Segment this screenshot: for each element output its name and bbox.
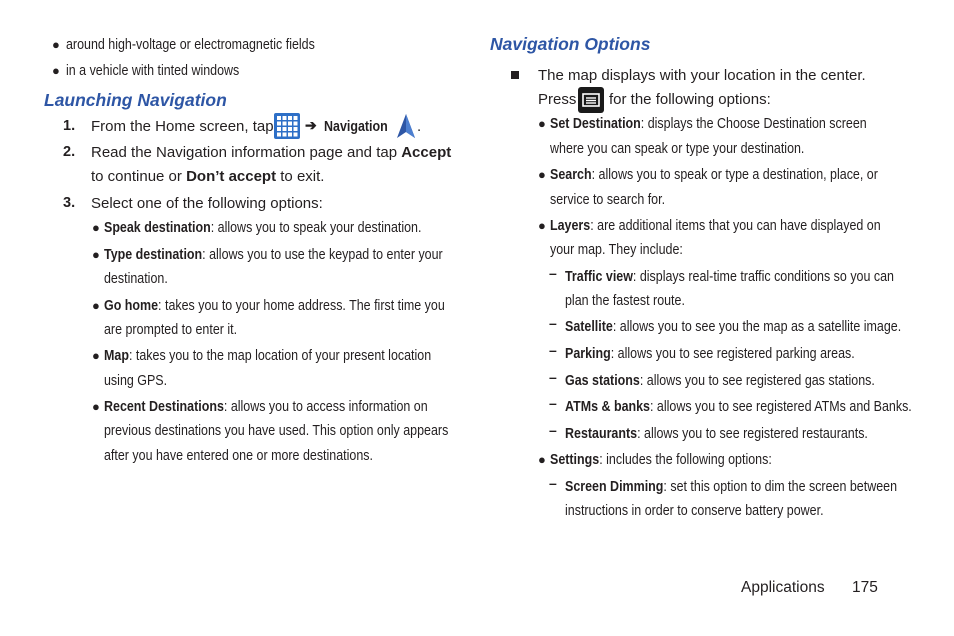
bullet-dot-icon: ● (538, 452, 546, 467)
sub-item: Parking: allows you to see registered parking areas. (565, 346, 855, 362)
footer-section: Applications (741, 579, 825, 596)
bullet-dot-icon: ● (52, 63, 60, 78)
bullet-item: in a vehicle with tinted windows (66, 63, 240, 79)
bullet-dot-icon: ● (52, 37, 60, 52)
bullet-item: around high-voltage or electromagnetic fields (66, 37, 315, 53)
step-text: Select one of the following options: (91, 195, 323, 212)
bullet-dot-icon: ● (92, 399, 100, 414)
step-text: Read the Navigation information page and tap Accept (91, 144, 452, 161)
step-number: 3. (63, 195, 76, 211)
bold-term-navigation: Navigation (324, 119, 388, 135)
list-item: Speak destination: allows you to speak your destination. (104, 220, 422, 236)
list-item-cont: previous destinations you have used. This option only appears (104, 423, 449, 439)
list-item: Layers: are additional items that you can have displayed on (550, 218, 881, 234)
intro-text: The map displays with your location in the center. (538, 67, 866, 84)
step-number: 2. (63, 144, 76, 160)
step-text: to continue or Don’t accept to exit. (91, 168, 325, 185)
list-item-cont: service to search for. (550, 192, 666, 208)
sub-item: Traffic view: displays real-time traffic conditions so you can (565, 269, 895, 285)
dash-marker: – (549, 265, 557, 281)
section-heading-navigation-options: Navigation Options (490, 34, 651, 54)
sub-item: Restaurants: allows you to see registered restaurants. (565, 426, 868, 442)
dash-marker: – (549, 315, 557, 331)
sub-item: ATMs & banks: allows you to see registered ATMs and Banks. (565, 399, 912, 415)
page-number: 175 (852, 579, 878, 596)
list-item-cont: after you have entered one or more destinations. (104, 448, 373, 464)
bullet-dot-icon: ● (92, 220, 100, 235)
list-item: Recent Destinations: allows you to access information on (104, 399, 428, 415)
list-item-cont: are prompted to enter it. (104, 322, 238, 338)
sub-item: Screen Dimming: set this option to dim the screen between (565, 479, 898, 495)
navigation-arrow-icon (396, 113, 416, 139)
sub-item-cont: instructions in order to conserve battery power. (565, 503, 824, 519)
dash-marker: – (549, 475, 557, 491)
bullet-dot-icon: ● (92, 247, 100, 262)
list-item: Search: allows you to speak or type a destination, place, or (550, 167, 878, 183)
dash-marker: – (549, 395, 557, 411)
menu-key-icon (578, 87, 604, 113)
sub-item: Gas stations: allows you to see registered gas stations. (565, 373, 875, 389)
list-item-cont: using GPS. (104, 373, 168, 389)
bullet-dot-icon: ● (538, 218, 546, 233)
list-item: Map: takes you to the map location of your present location (104, 348, 432, 364)
list-item: Type destination: allows you to use the keypad to enter your (104, 247, 443, 263)
list-item: Go home: takes you to your home address. The first time you (104, 298, 445, 314)
dash-marker: – (549, 342, 557, 358)
bullet-dot-icon: ● (92, 298, 100, 313)
sub-item: Satellite: allows you to see you the map as a satellite image. (565, 319, 902, 335)
punctuation: . (417, 118, 422, 135)
section-heading-launching: Launching Navigation (44, 90, 227, 110)
step-number: 1. (63, 118, 76, 134)
dash-marker: – (549, 369, 557, 385)
list-item: Settings: includes the following options: (550, 452, 772, 468)
apps-grid-icon (274, 113, 300, 139)
list-item-cont: destination. (104, 271, 168, 287)
bullet-dot-icon: ● (92, 348, 100, 363)
step-text: From the Home screen, tap (91, 118, 274, 135)
arrow-symbol: ➔ (305, 117, 317, 133)
list-item: Set Destination: displays the Choose Destination screen (550, 116, 867, 132)
square-bullet-icon (511, 71, 519, 79)
intro-after: for the following options: (609, 91, 771, 108)
list-item-cont: where you can speak or type your destination. (550, 141, 805, 157)
list-item-cont: your map. They include: (550, 242, 683, 258)
dash-marker: – (549, 422, 557, 438)
bullet-dot-icon: ● (538, 116, 546, 131)
intro-press: Press (538, 91, 577, 108)
sub-item-cont: plan the fastest route. (565, 293, 685, 309)
bullet-dot-icon: ● (538, 167, 546, 182)
